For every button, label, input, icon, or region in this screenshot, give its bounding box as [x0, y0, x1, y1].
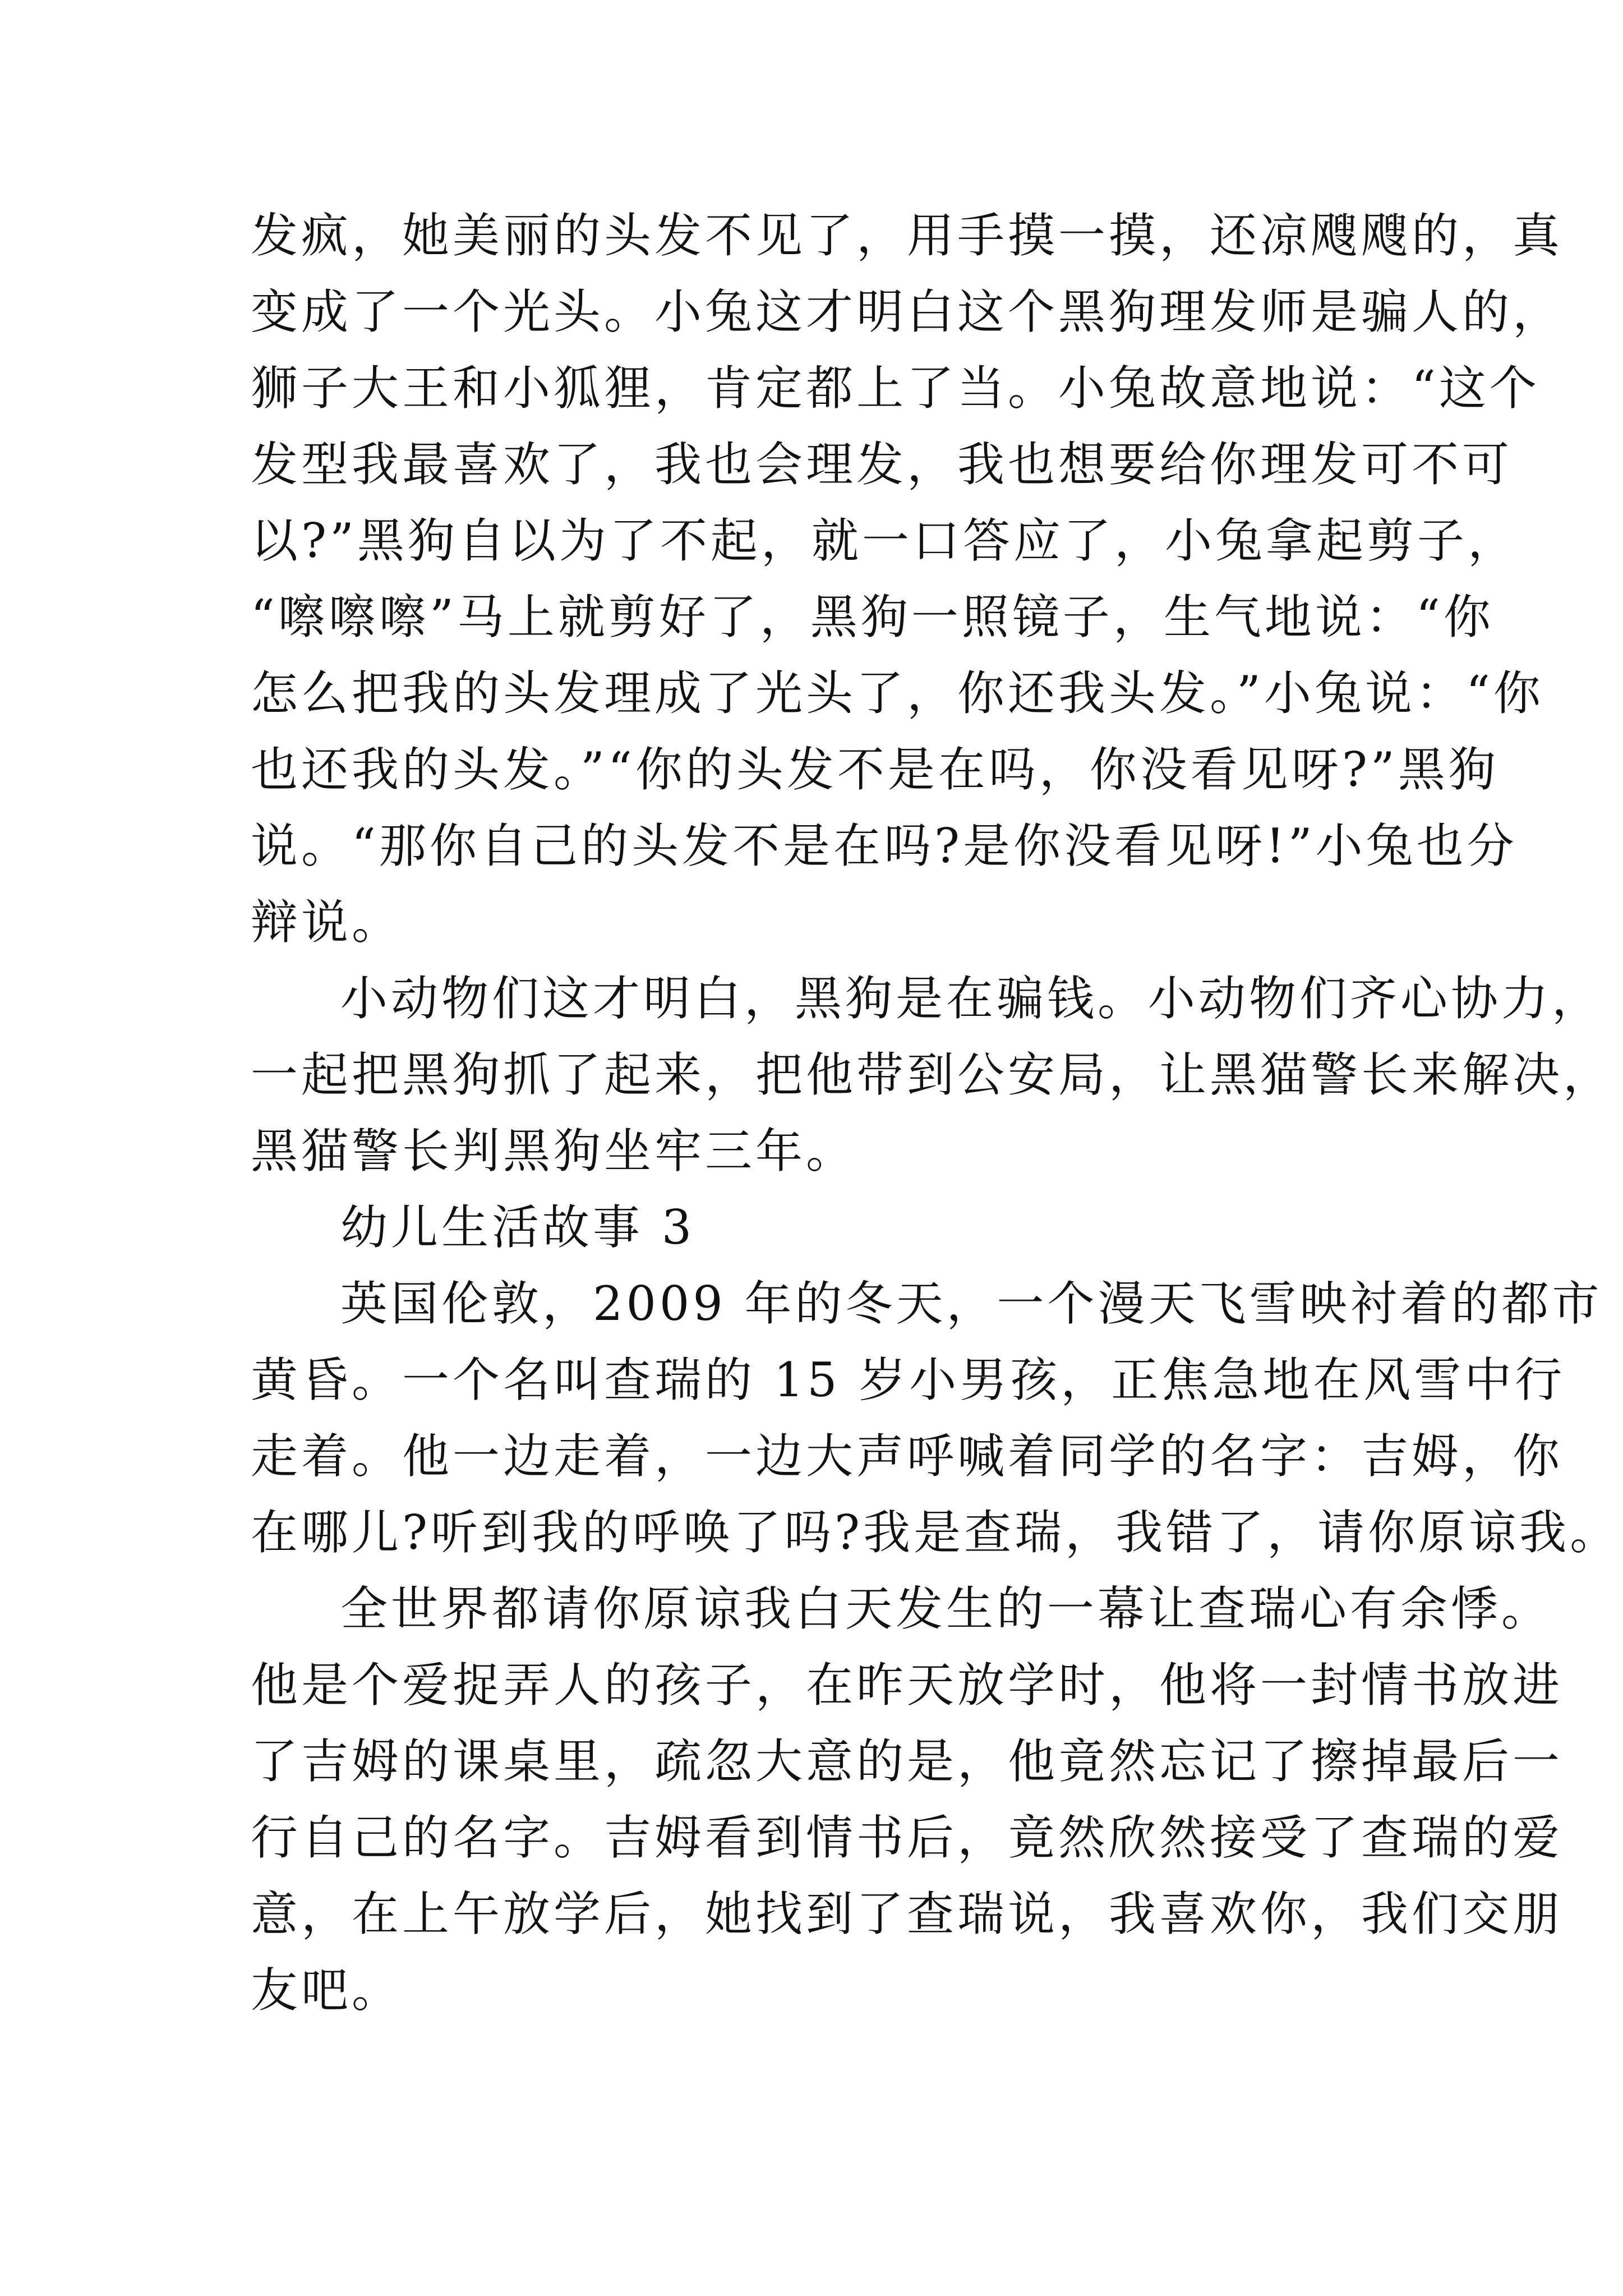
text-line: 一起把黑狗抓了起来，把他带到公安局，让黑猫警长来解决，: [251, 1047, 1614, 1102]
text-line: 黄昏。一个名叫查瑞的 15 岁小男孩，正焦急地在风雪中行: [251, 1352, 1566, 1407]
text-line: 发疯，她美丽的头发不见了，用手摸一摸，还凉飕飕的，真: [251, 208, 1564, 263]
text-line: 变成了一个光头。小兔这才明白这个黑狗理发师是骗人的，: [251, 284, 1564, 339]
text-line: 也还我的头发。”“你的头发不是在吗，你没看见呀?”黑狗: [251, 742, 1499, 797]
text-line: 以?”黑狗自以为了不起，就一口答应了，小兔拿起剪子，: [251, 513, 1518, 568]
text-line: 狮子大王和小狐狸，肯定都上了当。小兔故意地说：“这个: [251, 361, 1540, 416]
text-line: 走着。他一边走着，一边大声呼喊着同学的名字：吉姆，你: [251, 1429, 1564, 1484]
paragraph-start-line: 小动物们这才明白，黑狗是在骗钱。小动物们齐心协力，: [340, 971, 1603, 1026]
document-body: [251, 197, 1621, 2028]
paragraph-start-line: 全世界都请你原谅我白天发生的一幕让查瑞心有余悸。: [340, 1581, 1552, 1636]
text-line: 辩说。: [251, 895, 403, 950]
text-line: 说。“那你自己的头发不是在吗?是你没看见呀!”小兔也分: [251, 818, 1518, 873]
text-line: 黑猫警长判黑狗坐牢三年。: [251, 1124, 857, 1179]
text-line: 意，在上午放学后，她找到了查瑞说，我喜欢你，我们交朋: [251, 1887, 1564, 1941]
paragraph-start-line: 英国伦敦，2009 年的冬天，一个漫天飞雪映衬着的都市: [340, 1276, 1603, 1331]
text-line: 他是个爱捉弄人的孩子，在昨天放学时，他将一封情书放进: [251, 1658, 1564, 1713]
text-line: 发型我最喜欢了，我也会理发，我也想要给你理发可不可: [251, 437, 1513, 492]
text-line: 了吉姆的课桌里，疏忽大意的是，他竟然忘记了擦掉最后一: [251, 1734, 1564, 1789]
text-line: “嚓嚓嚓”马上就剪好了，黑狗一照镜子，生气地说：“你: [251, 590, 1494, 645]
text-line: 在哪儿?听到我的呼唤了吗?我是查瑞，我错了，请你原谅我。: [251, 1505, 1621, 1560]
text-line: 怎么把我的头发理成了光头了，你还我头发。”小兔说：“你: [251, 666, 1544, 721]
section-heading: 幼儿生活故事 3: [340, 1200, 695, 1255]
text-line: 友吧。: [251, 1963, 403, 2018]
text-line: 行自己的名字。吉姆看到情书后，竟然欣然接受了查瑞的爱: [251, 1810, 1564, 1865]
